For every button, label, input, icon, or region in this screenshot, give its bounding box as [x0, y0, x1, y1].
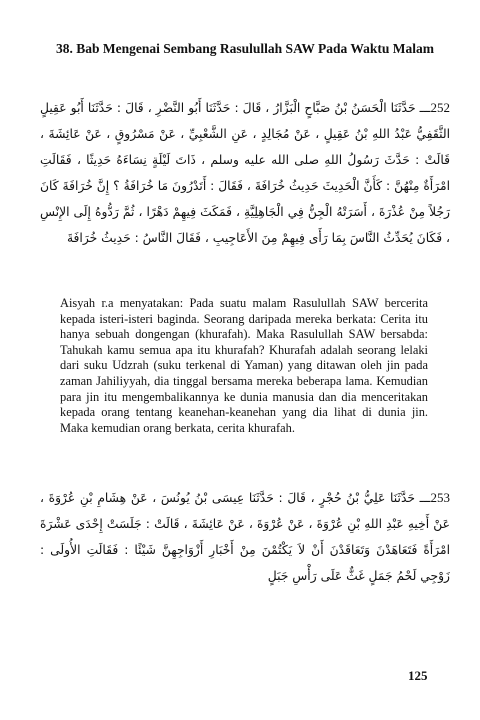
hadith-252-translation: Aisyah r.a menyatakan: Pada suatu malam Rasulullah SAW bercerita kepada isteri-isteri baginda. Seorang daripada mereka berkata: Cerita itu hanya sebuah dongengan (khurafah). Maka Rasulullah SAW bersabda: Tahukah kamu semua apa itu khurafah? Khurafah adalah seorang lelaki dari suku Udzrah (suku terkenal di Yaman) yang ditawan oleh jin pada zaman Jahiliyyah, dia tinggal bersama mereka beberapa lama. Kemudian para jin itu mengembalikannya ke dunia manusia dan dia menceritakan kepada orang tentang keanehan-keanehan yang dia lihat di dunia jin. Maka kemudian orang berkata, cerita khurafah.	[60, 296, 428, 435]
hadith-252-arabic-text	[40, 95, 450, 251]
hadith-253-arabic-body: ـــ حَدَّثَنَا عَلِيُّ بْنُ حُجْرٍ ، قَالَ : حَدَّثَنَا عِيسَى بْنُ يُونُسَ ، عَنْ هِشَامِ بْنِ عُرْوَةَ ، عَنْ أَخِيهِ عَبْدِ اللهِ بْنِ عُرْوَةَ ، عَنْ عُرْوَةَ ، عَنْ عَائِشَةَ ، قَالَتْ : جَلَسَتْ إِحْدَى عَشْرَةَ امْرَأَةً فَتَعَاهَدْنَ وَتَعَاقَدْنَ أَنْ لاَ يَكْتُمْنَ مِنْ أَخْبَارِ أَزْوَاجِهِنَّ شَيْئًا : فَقَالَتِ الأُولَى : زَوْجِي لَحْمُ جَمَلٍ غَثٌّ عَلَى رَأْسِ جَبَلٍ	[40, 491, 450, 583]
hadith-252-arabic-body: ـــ حَدَّثَنَا الْحَسَنُ بْنُ صَبَّاحٍ الْبَزَّارُ ، قَالَ : حَدَّثَنَا أَبُو النَّضْرِ ، قَالَ : حَدَّثَنَا أَبُو عَقِيلٍ الثَّقَفِيُّ عَبْدُ اللهِ بْنُ عَقِيلٍ ، عَنْ مُجَالِدٍ ، عَنِ الشَّعْبِيِّ ، عَنْ مَسْرُوقٍ ، عَنْ عَائِشَةَ ، قَالَتْ : حَدَّثَ رَسُولُ اللهِ صلى الله عليه وسلم ، ذَاتَ لَيْلَةٍ نِسَاءَهُ حَدِيثًا ، فَقَالَتِ امْرَأَةٌ مِنْهُنَّ : كَأَنَّ الْحَدِيثَ حَدِيثُ خُرَافَةَ ، فَقَالَ : أَتَدْرُونَ مَا خُرَافَةُ ؟ إِنَّ خُرَافَةَ كَانَ رَجُلاً مِنْ عُذْرَةَ ، أَسَرَتْهُ الْجِنُّ فِي الْجَاهِلِيَّةِ ، فَمَكَثَ فِيهِمْ دَهْرًا ، ثُمَّ رَدُّوهُ إِلَى الإِنْسِ ، فَكَانَ يُحَدِّثُ النَّاسَ بِمَا رَأَى فِيهِمْ مِنَ الأَعَاجِيبِ ، فَقَالَ النَّاسُ : حَدِيثُ خُرَافَةَ	[40, 101, 450, 245]
chapter-heading: 38. Bab Mengenai Sembang Rasulullah SAW Pada Waktu Malam	[56, 41, 434, 56]
hadith-253-arabic-text	[40, 485, 450, 589]
page-number: 125	[408, 668, 428, 683]
hadith-252-number: 252	[430, 100, 450, 115]
hadith-253-number: 253	[430, 490, 450, 505]
